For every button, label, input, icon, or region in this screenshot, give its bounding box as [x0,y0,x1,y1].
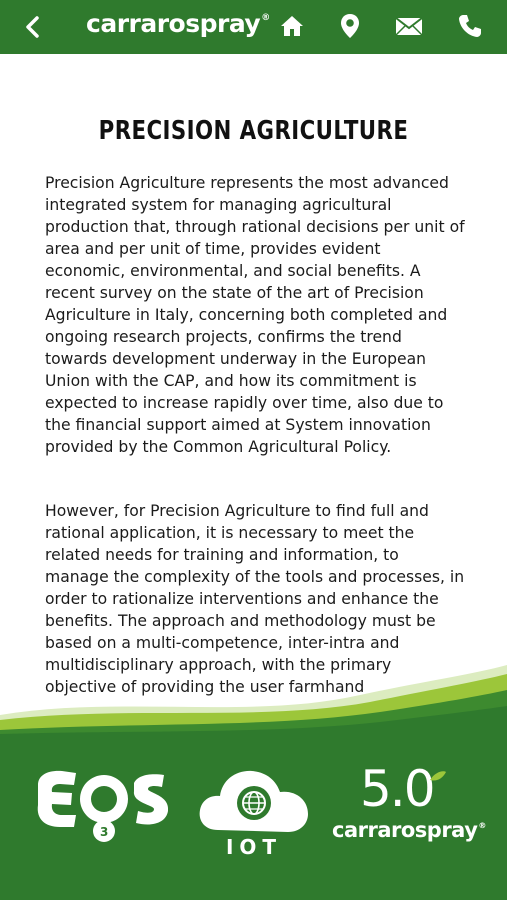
iot-label: IOT [225,835,283,859]
article-paragraph: Precision Agriculture represents the most advanced integrated system for managing agricultural production that, through rational decisions per unit of area and per unit of time, provides evident economic, environmental, and social benefits. A recent survey on the state of the art of Precision Agriculture in Italy, concerning both completed and ongoing research projects, confirms the trend towards development underway in the European Union with the CAP, and how its commitment is expected to increase rapidly over time, also due to the financial support aimed at System innovation provided by the Common Agricultural Policy. [45,174,465,456]
back-chevron-icon [18,12,48,42]
back-button[interactable] [18,12,48,42]
location-button[interactable] [335,11,365,41]
svg-text:3: 3 [100,825,109,839]
page-title: PRECISION AGRICULTURE [98,116,409,146]
location-pin-icon [337,12,363,40]
article-paragraph: However, for Precision Agriculture to find full and rational application, it is necessary to meet the related needs for training and information, to manage the complexity of the tools and processes, in order to rationalize interventions and enhance the benefits. The approach and methodology must be based on a multi-competence, inter-intra and multidisciplinary approach, with the primary objective of providing the user farmhand [45,502,465,696]
leaf-icon [413,770,447,816]
phone-button[interactable] [455,11,485,41]
version-number: 5.0 [360,760,434,818]
footer-brand-logo [332,818,486,842]
brand-logo [86,9,270,43]
footer-brand-registered-mark: ® [478,821,486,830]
phone-icon [457,13,483,39]
brand-name: carrarospray [86,9,261,38]
eos-logo [30,765,175,845]
mail-button[interactable] [394,11,424,41]
home-button[interactable] [277,11,307,41]
app-header [0,0,507,54]
footer-banner [0,660,507,900]
article-content[interactable] [0,54,507,696]
brand-registered-mark: ® [261,13,270,23]
footer-brand-name: carrarospray [332,818,478,842]
mail-icon [394,14,424,38]
home-icon [279,13,305,39]
